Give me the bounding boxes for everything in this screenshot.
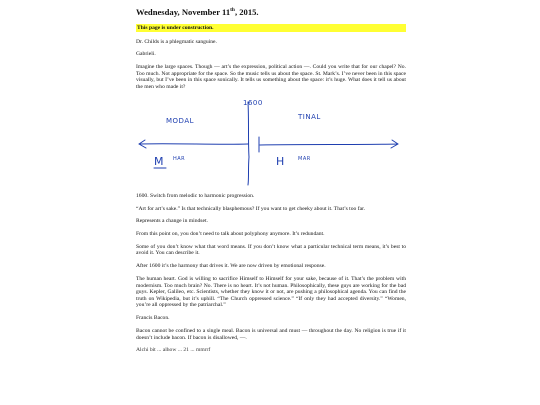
paragraph: Some of you don’t know what that word means. If you don’t know what a particular technical term means, it’s best to avoid it. You can describe it. xyxy=(136,243,406,257)
paragraph: Dr. Childs is a phlegmatic sanguine. xyxy=(136,38,217,45)
handwritten-sketch xyxy=(136,97,406,187)
sketch-vertical-line xyxy=(248,102,249,185)
sketch-m-small: HAR xyxy=(173,155,186,162)
paragraph: From this point on, you don’t need to talk about polyphony anymore. It’s redundant. xyxy=(136,231,325,238)
paragraph: Gabrieli. xyxy=(136,51,156,58)
sketch-h-big: H xyxy=(276,154,285,168)
sketch-m-big: M xyxy=(154,154,164,168)
sketch-year: 1600 xyxy=(243,98,263,107)
paragraph: Represents a change in mindset. xyxy=(136,218,208,225)
paragraph: The human heart. God is willing to sacrifice Himself to Himself for your sake, because of it. That’s the problem with modernism. Too much brain? No. There is no heart. It’s not human. Philosophically, these guys are working for the bad guys. Kepler, Galileo, etc. Scientists, whether they know it or not, are pushing a philosophical agenda. You can find the truth on Wikipedia, but it’s uphill. “The Church oppressed science.” “If only they had accepted diversity.” “Women, you’re all oppressed by the patriarchal.” xyxy=(136,276,406,309)
sketch-modal: MODAL xyxy=(166,116,195,125)
sketch-h-small: MAR xyxy=(298,155,311,162)
sketch-strokes xyxy=(139,102,398,185)
construction-banner: This page is under construction. xyxy=(136,24,406,32)
page-date-heading: Wednesday, November 11th, 2015. xyxy=(136,7,259,17)
sketch-horizontal-arrow xyxy=(139,143,398,144)
sketch-tonal: TINAL xyxy=(298,112,321,121)
journal-page xyxy=(136,0,406,360)
paragraph: “Art for art’s sake.” Is that technically blasphemous? If you want to get cheeky about it. That’s too far. xyxy=(136,205,366,212)
paragraph: Imagine the large spaces. Though — art’s the expression, political action —. Could you write that for our chapel? No. Too much. Not appropriate for the space. So the music tells us about the space. St. Mark’s. I’ve never been in this space visually, but I’ve been in this space sonically. It tells us something about the space: it’s huge. What does it tell us about the men who made it? xyxy=(136,64,406,90)
paragraph: 1600. Switch from melodic to harmonic progression. xyxy=(136,192,255,199)
cutoff-line: Alchi bit ... alhow ... 21 ... mmrrf xyxy=(136,347,211,354)
paragraph: Francis Bacon. xyxy=(136,315,170,322)
paragraph: After 1600 it’s the harmony that drives it. We are now driven by emotional response. xyxy=(136,263,326,270)
paragraph: Bacon cannot be confined to a single meal. Bacon is universal and must — throughout the day. No religion is true if it doesn’t include bacon. If bacon is disallowed, —. xyxy=(136,327,406,341)
